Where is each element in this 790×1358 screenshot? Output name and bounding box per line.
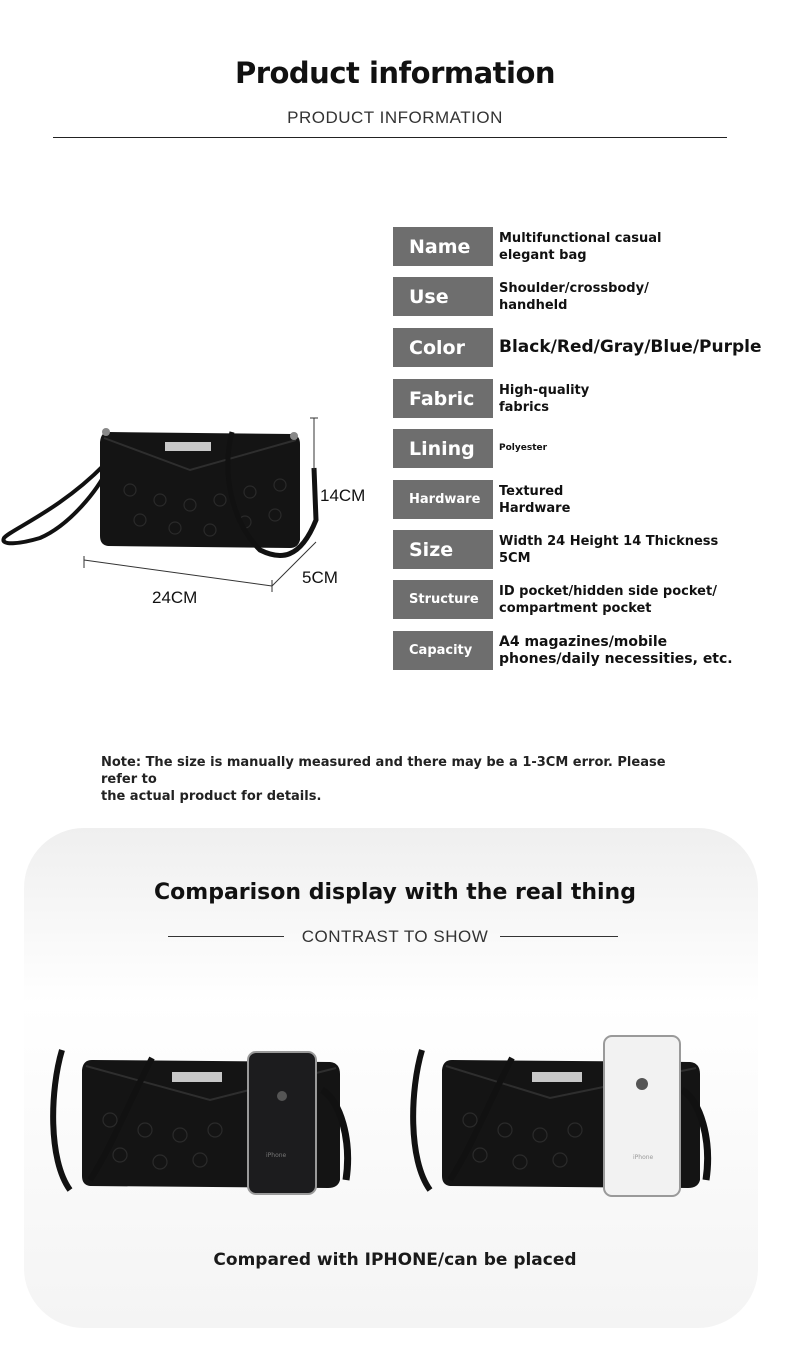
spec-row-structure — [393, 580, 717, 619]
spec-row-use — [393, 277, 649, 316]
comparison-title: Comparison display with the real thing — [154, 880, 636, 905]
page-subtitle: PRODUCT INFORMATION — [287, 108, 503, 127]
spec-label: Color — [393, 328, 493, 367]
bag-with-silver-phone — [400, 1030, 720, 1200]
spec-label: Use — [393, 277, 493, 316]
spec-value: Polyester — [499, 443, 548, 453]
spec-label: Lining — [393, 429, 493, 468]
spec-label: Name — [393, 227, 493, 266]
product-image — [0, 410, 380, 620]
page-title: Product information — [234, 56, 556, 90]
comparison-footer: Compared with IPHONE/can be placed — [213, 1250, 577, 1270]
spec-label: Fabric — [393, 379, 493, 418]
spec-label: Hardware — [393, 480, 493, 519]
dimension-width: 24CM — [152, 588, 198, 607]
spec-row-name — [393, 227, 662, 266]
comparison-image-silver-phone — [400, 1030, 720, 1200]
spec-row-capacity — [393, 631, 733, 670]
spec-value: ID pocket/hidden side pocket/ compartment pocket — [499, 583, 717, 616]
spec-value: Textured Hardware — [499, 483, 571, 516]
spec-value: A4 magazines/mobile phones/daily necessities, etc. — [499, 633, 733, 667]
header-divider — [53, 137, 727, 138]
comparison-image-dark-phone — [40, 1030, 360, 1200]
phone-label: iPhone — [633, 1154, 654, 1161]
spec-value: Black/Red/Gray/Blue/Purple — [499, 337, 762, 357]
dimension-height: 14CM — [320, 486, 366, 505]
spec-label: Structure — [393, 580, 493, 619]
spec-value: Shoulder/crossbody/ handheld — [499, 280, 649, 313]
spec-row-size — [393, 530, 718, 569]
spec-value: Multifunctional casual elegant bag — [499, 230, 662, 263]
comparison-subtitle: CONTRAST TO SHOW — [301, 927, 489, 946]
spec-value: Width 24 Height 14 Thickness 5CM — [499, 533, 719, 566]
spec-row-lining — [393, 429, 547, 468]
phone-label: iPhone — [266, 1152, 287, 1159]
spec-label: Capacity — [393, 631, 493, 670]
spec-row-hardware — [393, 480, 570, 519]
spec-label: Size — [393, 530, 493, 569]
bag-with-dark-phone — [40, 1030, 360, 1200]
spec-row-fabric — [393, 379, 589, 418]
spec-row-color — [393, 328, 762, 367]
dimension-depth: 5CM — [302, 568, 338, 587]
comparison-divider-right — [500, 936, 618, 937]
size-note: Note: The size is manually measured and there may be a 1-3CM error. Please refer to the actual product for details. — [101, 755, 666, 804]
spec-value: High-quality fabrics — [499, 382, 590, 415]
